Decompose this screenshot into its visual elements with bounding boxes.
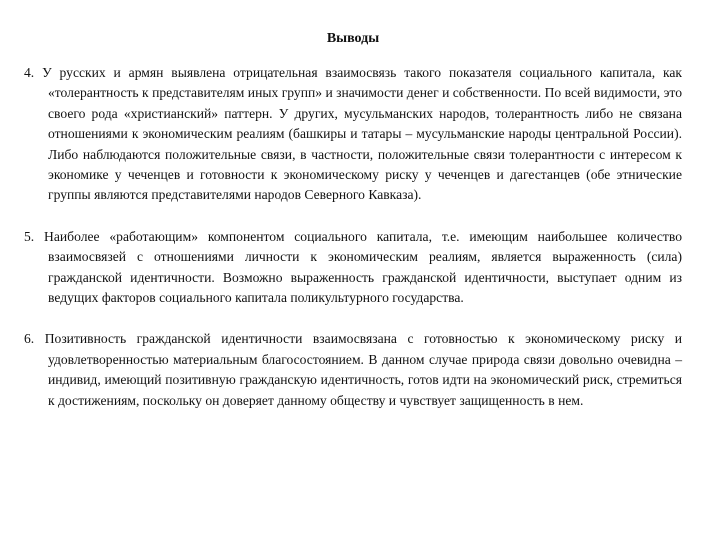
point-number: 4. <box>24 65 35 80</box>
page-title: Выводы <box>326 31 380 46</box>
point-text: Позитивность гражданской идентичности взаимосвязана с готовностью к экономическому риску и удовлетворенностью материальным благосостоянием. В данном случае природа связи довольно очевидна – индивид, имеющий позитивную гражданскую идентичность, готов идти на экономический риск, стремиться к достижениям, поскольку он доверяет данному обществу и чувствует защищенность в нем. <box>44 331 683 408</box>
point-text: У русских и армян выявлена отрицательная взаимосвязь такого показателя социального капитала, как «толерантность к представителям иных групп» и значимости денег и собственности. По всей видимости, это своего рода «христианский» паттерн. У других, мусульманских народов, толерантность либо не связана отношениями к экономическим реалиям (башкиры и татары – мусульманские народы центральной России). Либо наблюдаются положительные связи, в частности, положительные связи толерантности с интересом к экономике у чеченцев и готовности к экономическому риску у чеченцев и дагестанцев (обе этнические группы являются представителями народов Северного Кавказа). <box>42 65 682 203</box>
conclusion-point-6 <box>24 329 682 411</box>
point-number: 6. <box>24 331 35 347</box>
point-number: 5. <box>24 228 35 244</box>
conclusion-point-4 <box>24 63 682 206</box>
conclusion-point-5 <box>24 227 682 309</box>
point-text: Наиболее «работающим» компонентом социального капитала, т.е. имеющим наибольшее количество взаимосвязей с отношениями личности к экономическим реалиям, является выраженность (сила) гражданской идентичности. Возможно выраженность гражданской идентичности, выступает одним из ведущих факторов социального капитала поликультурного государства. <box>44 228 682 306</box>
